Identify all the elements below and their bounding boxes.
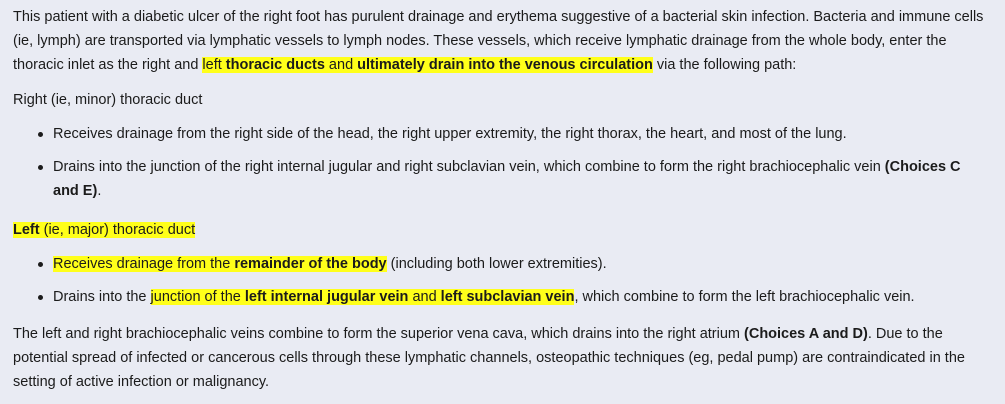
intro-paragraph <box>13 5 991 77</box>
left-duct-b1-rest: (including both lower extremities). <box>386 256 607 272</box>
intro-text: This patient with a diabetic ulcer of the right foot has purulent drainage and erythema suggestive of a bacterial skin infection. Bacteria and immune cells (ie, lymph) are transported via lymphatic vessels to lymph nodes. These vessels, which receive lymphatic drainage from the whole body, enter the thoracic inlet as the right and <box>13 9 984 73</box>
left-duct-heading-bold: Left <box>13 222 40 238</box>
right-duct-bullet-drainage <box>53 122 991 146</box>
right-duct-list <box>13 122 991 203</box>
left-duct-heading-rest: (ie, major) thoracic duct <box>39 222 196 238</box>
left-duct-bullet-drainage <box>53 252 991 276</box>
right-duct-bullet-1-text: Receives drainage from the right side of the head, the right upper extremity, the right thorax, the heart, and most of the lung. <box>53 126 847 142</box>
intro-text-end: via the following path: <box>652 57 797 73</box>
conclusion-paragraph <box>13 322 991 394</box>
conclusion-choices-ref: (Choices A and D) <box>744 326 868 342</box>
left-duct-b1-highlight-bold: remainder of the body <box>234 256 387 272</box>
right-duct-heading: Right (ie, minor) thoracic duct <box>13 92 203 108</box>
left-duct-b2-highlight-and: and <box>408 289 441 305</box>
intro-highlight-thoracic-ducts: thoracic ducts <box>225 57 325 73</box>
right-duct-bullet-2-end: . <box>97 183 102 199</box>
intro-highlight-and: and <box>324 57 358 73</box>
conclusion-text-end: . Due to the potential spread of infected or cancerous cells through these lymphatic channels, osteopathic techniques (eg, pedal pump) are contraindicated in the setting of active infection or malignancy. <box>13 326 965 390</box>
intro-highlight-left: left <box>202 57 226 73</box>
conclusion-text: The left and right brachiocephalic veins combine to form the superior vena cava, which drains into the right atrium <box>13 326 745 342</box>
left-duct-bullet-junction <box>53 285 991 309</box>
left-duct-b2-pre: Drains into the <box>53 289 151 305</box>
right-duct-bullet-2-text: Drains into the junction of the right internal jugular and right subclavian vein, which combine to form the right brachiocephalic vein <box>53 159 885 175</box>
right-duct-choices-ref: (Choices C and E) <box>53 159 961 199</box>
left-duct-b2-highlight-ijv: left internal jugular vein <box>244 289 409 305</box>
intro-highlight-venous-circulation: ultimately drain into the venous circulation <box>357 57 653 73</box>
left-duct-b2-highlight-1: junction of the <box>150 289 245 305</box>
left-duct-heading <box>13 218 991 242</box>
left-duct-list <box>13 252 991 309</box>
right-duct-bullet-junction <box>53 155 991 203</box>
left-duct-b2-rest: , which combine to form the left brachiocephalic vein. <box>574 289 915 305</box>
left-duct-b2-highlight-subclavian: left subclavian vein <box>440 289 575 305</box>
left-duct-b1-highlight: Receives drainage from the <box>53 256 235 272</box>
